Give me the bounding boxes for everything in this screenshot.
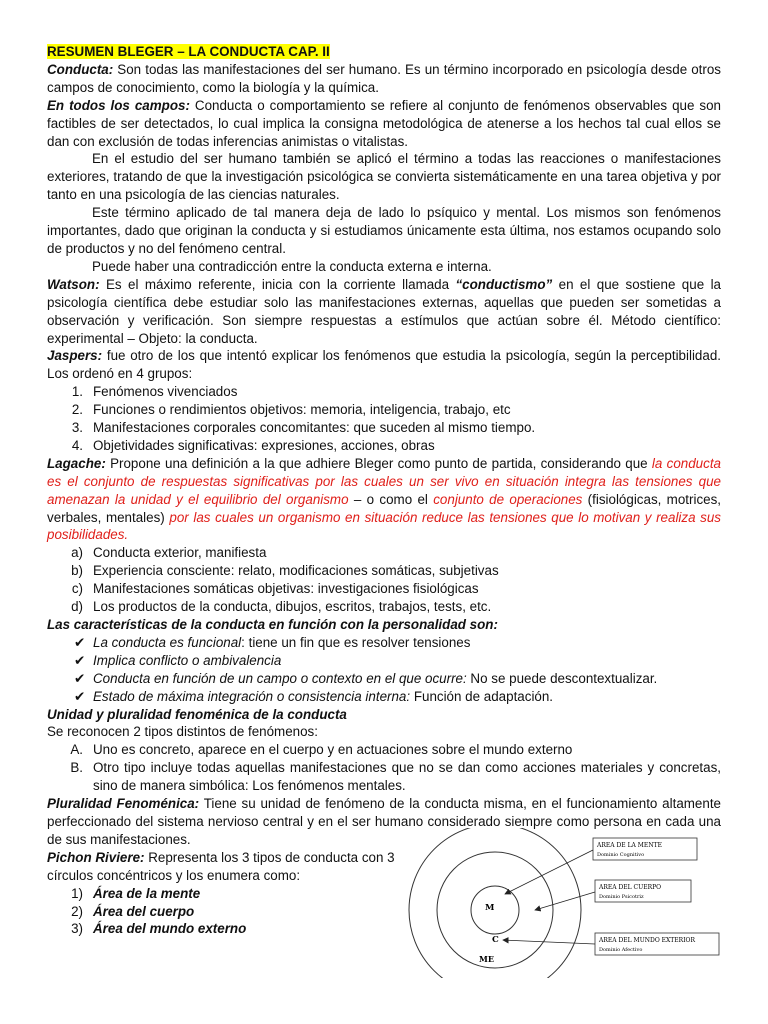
box-area-mente-sub: Dominio Cognitivo: [597, 852, 645, 858]
term-campos: En todos los campos:: [47, 97, 190, 113]
red-definition-3: por las cuales un organismo en situación reduce las tensiones que lo motivan y realiza sus posibilidades.: [47, 509, 722, 543]
box-area-mundo-sub: Dominio Afectivo: [599, 947, 643, 953]
list-text-plain: Función de adaptación.: [410, 688, 554, 704]
list-text: Área del cuerpo: [93, 903, 195, 919]
paragraph-conducta: [47, 61, 721, 97]
list-text: Los productos de la conducta, dibujos, escritos, trabajos, tests, etc.: [93, 599, 492, 615]
term-watson: Watson:: [47, 276, 100, 292]
list-item: [47, 920, 397, 938]
list-item: [47, 598, 721, 616]
quote-conductismo: “conductismo”: [455, 276, 553, 292]
red-definition-1: la conducta es el conjunto de respuestas significativas por las cuales un ser vivo en situación integra las tensiones que amenazan la unidad y el equilibrio del organismo: [47, 455, 721, 507]
list-text-plain: : tiene un fin que es resolver tensiones: [241, 634, 471, 650]
box-area-cuerpo-sub: Dominio Psicotriz: [599, 894, 644, 900]
list-item: [47, 688, 721, 706]
list-number: 3.: [71, 420, 83, 436]
term-pluralidad: Pluralidad Fenoménica:: [47, 796, 200, 812]
list-text: Área del mundo externo: [93, 921, 247, 937]
paragraph-contradiccion: Puede haber una contradicción entre la conducta externa e interna.: [92, 258, 492, 274]
list-text-italic: La conducta es funcional: [93, 634, 242, 650]
list-item: [47, 580, 721, 598]
list-text: [93, 670, 721, 688]
arrow-cuerpo: [535, 892, 595, 910]
list-text: Conducta exterior, manifiesta: [93, 545, 267, 561]
list-item: [47, 437, 721, 455]
checkmark-icon: ✔: [74, 634, 86, 650]
paragraph-jaspers: [47, 347, 721, 383]
text-pichon: Representa los 3 tipos de conducta con 3 círculos concéntricos y los enumera como:: [47, 849, 395, 883]
tipos-list: [47, 741, 721, 795]
list-text: Manifestaciones corporales concomitantes: que suceden al mismo tiempo.: [93, 420, 536, 436]
list-number: 4.: [71, 437, 83, 453]
box-area-cuerpo-title: AREA DEL CUERPO: [599, 884, 662, 891]
paragraph-termino: Este término aplicado de tal manera deja de lado lo psíquico y mental. Los mismos son fenómenos importantes, dado que originan la conducta y si estudiamos únicamente esta última, nos estamos ocupando solo de productos y no del fenómeno central.: [47, 205, 721, 256]
label-m: M: [485, 903, 495, 913]
paragraph-reconocen: Se reconocen 2 tipos distintos de fenómenos:: [47, 724, 318, 740]
list-text: Experiencia consciente: relato, modificaciones somáticas, subjetivas: [93, 563, 499, 579]
concentric-circles-diagram: [395, 828, 725, 978]
list-item: [47, 419, 721, 437]
list-number: 1.: [71, 384, 83, 400]
list-item: [47, 670, 721, 688]
list-text: Fenómenos vivenciados: [93, 384, 238, 400]
list-number: 2.: [71, 402, 83, 418]
heading-unidad: Unidad y pluralidad fenoménica de la conducta: [47, 706, 347, 722]
caracteristicas-list: [47, 634, 721, 706]
paragraph-pichon: [47, 849, 397, 885]
list-item: [47, 562, 721, 580]
list-letter: A.: [70, 742, 83, 758]
paragraph-lagache: [47, 455, 721, 545]
list-text-italic: Implica conflicto o ambivalencia: [93, 652, 282, 668]
term-conducta: Conducta:: [47, 61, 114, 77]
list-number: 3): [71, 921, 83, 937]
inner-circle: [471, 886, 519, 934]
text-watson-2: en el que sostiene que la psicología científica debe estudiar solo las manifestaciones externas, aquellas que pueden ser sometidas a observación y verificación. Son siempre respuestas a estímulos que actúan sobre él. Método científico: experimental – Objeto: la conducta.: [47, 276, 721, 346]
heading-caracteristicas: Las características de la conducta en función con la personalidad son:: [47, 617, 498, 632]
page-title: RESUMEN BLEGER – LA CONDUCTA CAP. II: [47, 44, 330, 59]
list-text: Área de la mente: [93, 885, 201, 901]
list-text: Uno es concreto, aparece en el cuerpo y en actuaciones sobre el mundo externo: [93, 742, 573, 758]
list-text-plain: No se puede descontextualizar.: [466, 670, 658, 686]
list-text-italic: Conducta en función de un campo o contexto en el que ocurre:: [93, 670, 467, 686]
list-item: [47, 903, 397, 921]
term-lagache: Lagache:: [47, 455, 106, 471]
jaspers-list: [47, 383, 721, 455]
list-item: [47, 544, 721, 562]
list-item: [47, 759, 721, 795]
checkmark-icon: ✔: [74, 688, 86, 704]
text-lagache-3: (fisiológicas, motrices, verbales, mentales): [47, 491, 721, 525]
list-text-italic: Estado de máxima integración o consistencia interna:: [93, 688, 411, 704]
label-me: ME: [479, 954, 494, 964]
arrow-mundo: [503, 940, 595, 944]
list-item: [47, 652, 721, 670]
label-c: C: [492, 935, 499, 945]
list-item: [47, 634, 721, 652]
paragraph-estudio: En el estudio del ser humano también se aplicó el término a todas las reacciones o manifestaciones exteriores, tratando de que la investigación psicológica se convierta sistemáticamente en una tarea objetiva y por tanto en una psicología de las ciencias naturales.: [47, 151, 721, 203]
box-area-mente-title: AREA DE LA MENTE: [597, 842, 662, 849]
paragraph-watson: [47, 276, 721, 348]
list-text: Funciones o rendimientos objetivos: memoria, inteligencia, trabajo, etc: [93, 402, 511, 418]
list-letter: b): [71, 563, 83, 579]
list-letter: a): [71, 545, 83, 561]
term-pichon: Pichon Riviere:: [47, 849, 145, 865]
list-item: [47, 401, 721, 419]
list-item: [47, 885, 397, 903]
text-campos: Conducta o comportamiento se refiere al conjunto de fenómenos observables que son factibles de ser detectados, lo cual implica la consigna metodológica de atenerse a los hechos tal cual ellos se dan con exclusión de todas inferencias animistas o vitalistas.: [47, 97, 721, 149]
list-text: Manifestaciones somáticas objetivas: investigaciones fisiológicas: [93, 581, 479, 597]
text-conducta: Son todas las manifestaciones del ser humano. Es un término incorporado en psicología desde otros campos de conocimiento, como la biología y la química.: [47, 61, 721, 95]
list-text: [93, 688, 721, 706]
list-text: [93, 634, 721, 652]
checkmark-icon: ✔: [74, 670, 86, 686]
list-letter: B.: [70, 760, 83, 776]
list-item: [47, 383, 721, 401]
document-body: [47, 43, 721, 938]
text-lagache-2: – o como el: [348, 491, 434, 507]
box-area-mundo-title: AREA DEL MUNDO EXTERIOR: [599, 937, 695, 944]
list-letter: c): [71, 581, 83, 597]
pichon-list: [47, 885, 397, 939]
checkmark-icon: ✔: [74, 652, 86, 668]
term-jaspers: Jaspers:: [47, 348, 103, 364]
lagache-list: [47, 544, 721, 616]
outer-circle: [409, 828, 581, 978]
red-definition-2: conjunto de operaciones: [433, 491, 583, 507]
list-letter: d): [71, 599, 83, 615]
text-lagache-1: Propone una definición a la que adhiere Bleger como punto de partida, considerando que: [105, 455, 652, 471]
text-watson-1: Es el máximo referente, inicia con la corriente llamada: [99, 276, 456, 292]
list-text: [93, 652, 721, 670]
paragraph-campos: [47, 97, 721, 151]
list-number: 1): [71, 885, 83, 901]
text-pluralidad: Tiene su unidad de fenómeno de la conducta misma, en el funcionamiento altamente perfeccionado del sistema nervioso central y en el ser humano considerado siempre como persona en cada una de sus manifestaciones.: [47, 796, 721, 847]
list-text: Objetividades significativas: expresiones, acciones, obras: [93, 437, 435, 453]
list-item: [47, 741, 721, 759]
list-number: 2): [71, 903, 83, 919]
text-jaspers: fue otro de los que intentó explicar los fenómenos que estudia la psicología, según la perceptibilidad. Los ordenó en 4 grupos:: [47, 348, 721, 382]
list-text: Otro tipo incluye todas aquellas manifestaciones que no se dan como acciones materiales y concretas, sino de manera simbólica: Los fenómenos mentales.: [93, 760, 721, 794]
